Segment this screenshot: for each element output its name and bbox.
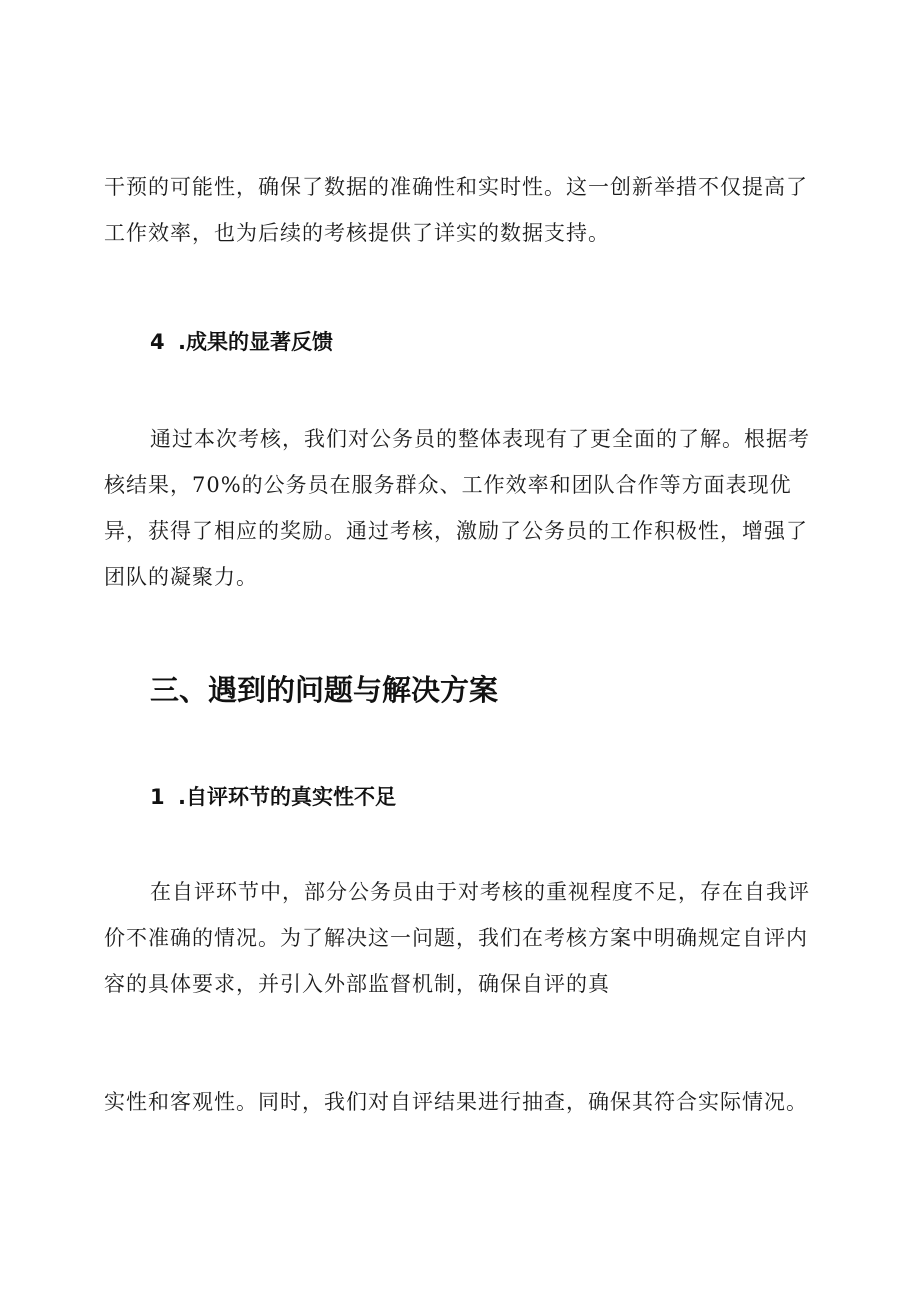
paragraph-self-evaluation-continuation: 实性和客观性。同时，我们对自评结果进行抽查，确保其符合实际情况。 <box>104 1090 808 1114</box>
section-heading-problems-solutions: 三、遇到的问题与解决方案 <box>150 673 499 707</box>
paragraph-results: 通过本次考核，我们对公务员的整体表现有了更全面的了解。根据考核结果，70%的公务员在服务群众、工作效率和团队合作等方面表现优异，获得了相应的奖励。通过考核，激励了公务员的工作积极性，增强了团队的凝聚力。 <box>104 427 810 589</box>
subsection-heading-self-evaluation <box>150 782 396 812</box>
subsection-number: 4 <box>150 330 165 354</box>
subsection-title: .成果的显著反馈 <box>178 330 333 354</box>
paragraph-continuation: 干预的可能性，确保了数据的准确性和实时性。这一创新举措不仅提高了工作效率，也为后续的考核提供了详实的数据支持。 <box>104 175 808 245</box>
subsection-title: .自评环节的真实性不足 <box>178 785 396 809</box>
subsection-heading-results-feedback <box>150 327 333 357</box>
paragraph-self-evaluation: 在自评环节中，部分公务员由于对考核的重视程度不足，存在自我评价不准确的情况。为了解决这一问题，我们在考核方案中明确规定自评内容的具体要求，并引入外部监督机制，确保自评的真 <box>104 880 810 996</box>
subsection-number: 1 <box>150 785 165 809</box>
